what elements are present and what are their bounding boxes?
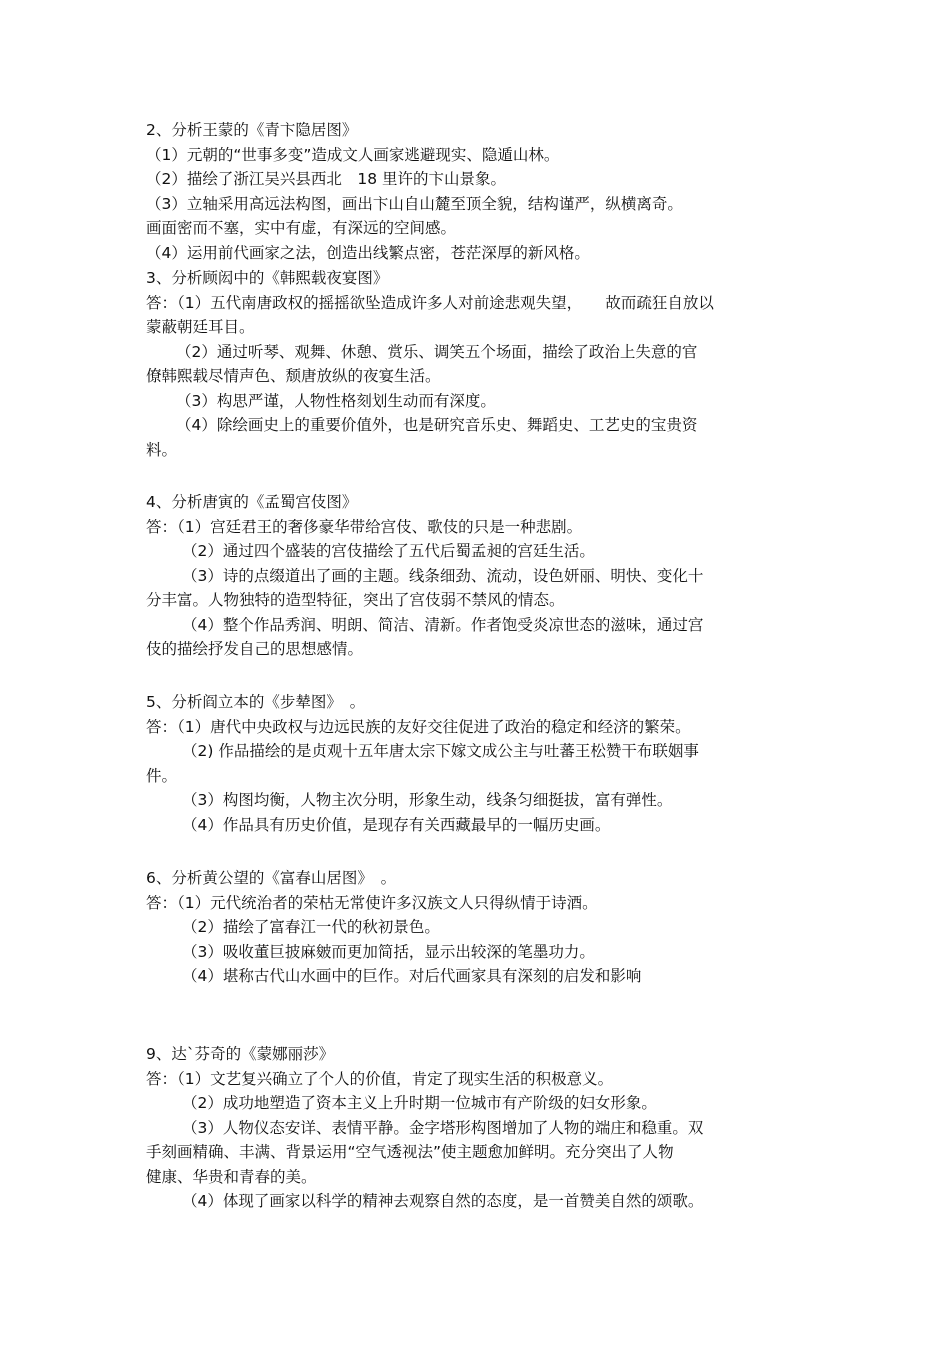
section-title: 3、分析顾闳中的《韩熙载夜宴图》	[146, 269, 389, 287]
text-line: （4）堪称古代山水画中的巨作。对后代画家具有深刻的启发和影响	[182, 967, 642, 985]
text-line: （1）元朝的“世事多变”造成文人画家逃避现实、隐遁山林。	[146, 145, 560, 164]
text-line: 答：（1）宫廷君王的奢侈豪华带给宫伎、歌伎的只是一种悲剧。	[146, 517, 583, 536]
section-title: 6、分析黄公望的《富春山居图》 。	[146, 869, 397, 887]
section-title: 2、分析王蒙的《青卞隐居图》	[146, 121, 358, 139]
text-line: （2）描绘了浙江吴兴县西北 18 里许的卞山景象。	[146, 170, 507, 188]
section-title: 5、分析阎立本的《步辇图》 。	[146, 693, 366, 711]
text-line: （2）通过听琴、观舞、休憩、赏乐、调笑五个场面，描绘了政治上失意的官	[176, 342, 698, 361]
text-line: 答：（1）元代统治者的荣枯无常使许多汉族文人只得纵情于诗酒。	[146, 893, 598, 912]
text-line: 分丰富。人物独特的造型特征，突出了宫伎弱不禁风的情态。	[146, 591, 565, 609]
text-line: 手刻画精确、丰满、背景运用“空气透视法”使主题愈加鲜明。充分突出了人物	[146, 1143, 674, 1161]
text-line: （2）通过四个盛装的宫伎描绘了五代后蜀孟昶的宫廷生活。	[182, 542, 595, 560]
text-line: 答：（1）五代南唐政权的摇摇欲坠造成许多人对前途悲观失望， 故而疏狂自放以	[146, 293, 714, 312]
text-line: 画面密而不塞，实中有虚，有深远的空间感。	[146, 219, 457, 237]
section-tang-yin	[146, 490, 826, 662]
text-line: （4）作品具有历史价值，是现存有关西藏最早的一幅历史画。	[182, 815, 611, 834]
text-line: 健康、华贵和青春的美。	[146, 1167, 317, 1186]
text-line: （3）构思严谨，人物性格刻划生动而有深度。	[176, 391, 496, 410]
section-yan-liben	[146, 690, 826, 837]
section-gu-hongzhong	[146, 266, 826, 462]
section-wang-meng	[146, 118, 826, 265]
text-line: （3）诗的点缀道出了画的主题。线条细劲、流动，设色妍丽、明快、变化十	[182, 566, 704, 585]
text-line: （3）构图均衡，人物主次分明，形象生动，线条匀细挺拔，富有弹性。	[182, 791, 673, 809]
text-line: （2) 作品描绘的是贞观十五年唐太宗下嫁文成公主与吐蕃王松赞干布联姻事	[182, 742, 699, 760]
text-line: （3）立轴采用高远法构图，画出卞山自山麓至顶全貌，结构谨严，纵横离奇。	[146, 194, 683, 213]
text-line: （2）成功地塑造了资本主义上升时期一位城市有产阶级的妇女形象。	[182, 1094, 657, 1112]
section-da-vinci	[146, 1042, 826, 1214]
text-line: 伎的描绘抒发自己的思想感情。	[146, 640, 364, 658]
section-huang-gongwang	[146, 866, 826, 989]
text-line: （3）人物仪态安详、表情平静。金字塔形构图增加了人物的端庄和稳重。双	[182, 1118, 704, 1137]
text-line: 料。	[146, 440, 178, 459]
text-line: 答：（1）文艺复兴确立了个人的价值，肯定了现实生活的积极意义。	[146, 1069, 614, 1088]
text-line: （4）整个作品秀润、明朗、简洁、清新。作者饱受炎凉世态的滋味，通过宫	[182, 615, 704, 634]
section-title: 9、达`芬奇的《蒙娜丽莎》	[146, 1045, 335, 1063]
text-line: （4）运用前代画家之法，创造出线繁点密，苍茫深厚的新风格。	[146, 243, 590, 262]
text-line: （4）体现了画家以科学的精神去观察自然的态度，是一首赞美自然的颂歌。	[182, 1192, 704, 1210]
text-line: 件。	[146, 766, 178, 785]
section-title: 4、分析唐寅的《孟蜀宫伎图》	[146, 493, 358, 511]
text-line: （3）吸收董巨披麻皴而更加简括，显示出较深的笔墨功力。	[182, 942, 595, 961]
text-line: 答：（1）唐代中央政权与边远民族的友好交往促进了政治的稳定和经济的繁荣。	[146, 717, 691, 736]
text-line: 蒙蔽朝廷耳目。	[146, 318, 255, 336]
text-line: （4）除绘画史上的重要价值外，也是研究音乐史、舞蹈史、工艺史的宝贵资	[176, 416, 698, 434]
text-line: 僚韩熙载尽情声色、颓唐放纵的夜宴生活。	[146, 367, 441, 385]
text-line: （2）描绘了富春江一代的秋初景色。	[182, 918, 440, 936]
